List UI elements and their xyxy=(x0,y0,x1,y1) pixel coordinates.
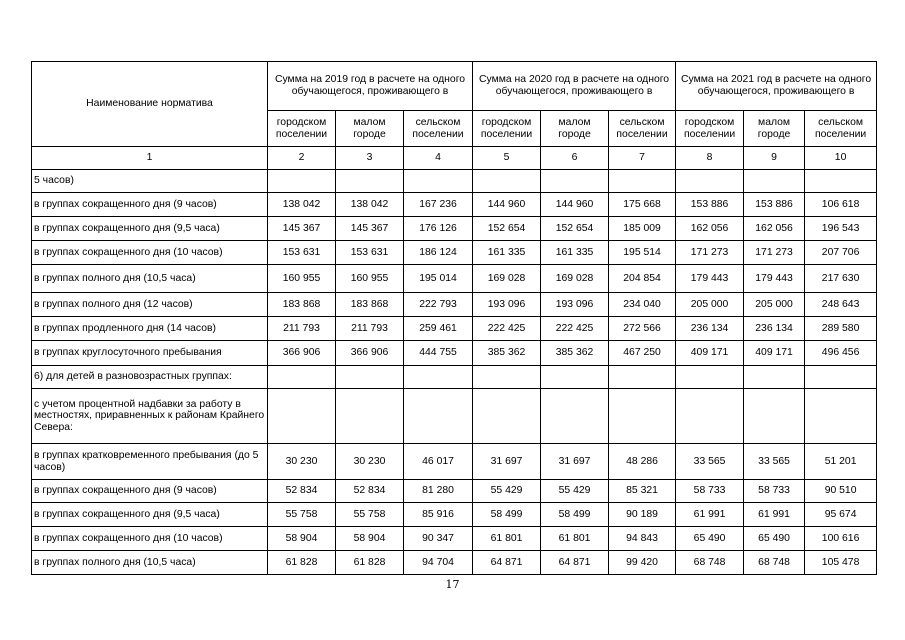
sub-header: малом городе xyxy=(744,111,805,147)
value-cell: 272 566 xyxy=(609,317,676,341)
table-row xyxy=(32,366,877,389)
value-cell: 100 616 xyxy=(805,527,877,551)
value-cell: 195 014 xyxy=(404,265,473,293)
value-cell: 31 697 xyxy=(541,444,609,480)
column-number: 4 xyxy=(404,147,473,170)
value-cell: 162 056 xyxy=(676,217,744,241)
value-cell xyxy=(805,389,877,444)
value-cell xyxy=(541,389,609,444)
table-row xyxy=(32,293,877,317)
value-cell: 65 490 xyxy=(676,527,744,551)
value-cell: 222 425 xyxy=(541,317,609,341)
column-number: 7 xyxy=(609,147,676,170)
value-cell: 171 273 xyxy=(744,241,805,265)
value-cell xyxy=(473,389,541,444)
value-cell xyxy=(404,389,473,444)
value-cell: 90 510 xyxy=(805,480,877,503)
value-cell: 99 420 xyxy=(609,551,676,575)
value-cell xyxy=(473,170,541,193)
page-number: 17 xyxy=(445,578,460,591)
value-cell: 153 631 xyxy=(268,241,336,265)
value-cell: 55 758 xyxy=(336,503,404,527)
table-row xyxy=(32,480,877,503)
value-cell: 58 733 xyxy=(676,480,744,503)
column-number: 2 xyxy=(268,147,336,170)
value-cell: 31 697 xyxy=(473,444,541,480)
value-cell: 183 868 xyxy=(268,293,336,317)
value-cell: 162 056 xyxy=(744,217,805,241)
row-name: в группах полного дня (10,5 часа) xyxy=(32,551,268,575)
value-cell: 211 793 xyxy=(268,317,336,341)
value-cell: 205 000 xyxy=(676,293,744,317)
table-body xyxy=(32,170,877,575)
table-row xyxy=(32,170,877,193)
column-number: 10 xyxy=(805,147,877,170)
value-cell: 90 189 xyxy=(609,503,676,527)
row-name: в группах сокращенного дня (9,5 часа) xyxy=(32,217,268,241)
value-cell: 222 793 xyxy=(404,293,473,317)
value-cell xyxy=(404,366,473,389)
value-cell: 52 834 xyxy=(336,480,404,503)
value-cell: 207 706 xyxy=(805,241,877,265)
value-cell: 33 565 xyxy=(676,444,744,480)
year-2019-header: Сумма на 2019 год в расчете на одного обучающегося, проживающего в xyxy=(268,62,473,111)
value-cell: 183 868 xyxy=(336,293,404,317)
value-cell: 144 960 xyxy=(541,193,609,217)
column-number: 5 xyxy=(473,147,541,170)
row-name: в группах сокращенного дня (9,5 часа) xyxy=(32,503,268,527)
table-row xyxy=(32,527,877,551)
table-row xyxy=(32,217,877,241)
value-cell xyxy=(609,389,676,444)
value-cell xyxy=(609,170,676,193)
value-cell: 167 236 xyxy=(404,193,473,217)
column-number: 6 xyxy=(541,147,609,170)
value-cell: 179 443 xyxy=(744,265,805,293)
value-cell xyxy=(676,389,744,444)
value-cell: 153 631 xyxy=(336,241,404,265)
value-cell: 234 040 xyxy=(609,293,676,317)
table-row xyxy=(32,444,877,480)
value-cell: 61 991 xyxy=(676,503,744,527)
row-name: в группах кратковременного пребывания (до 5 часов) xyxy=(32,444,268,480)
table-row xyxy=(32,241,877,265)
name-header: Наименование норматива xyxy=(32,62,268,147)
column-number: 9 xyxy=(744,147,805,170)
table-row xyxy=(32,389,877,444)
value-cell: 48 286 xyxy=(609,444,676,480)
value-cell: 58 904 xyxy=(336,527,404,551)
sub-header: малом городе xyxy=(541,111,609,147)
value-cell: 236 134 xyxy=(676,317,744,341)
table-row xyxy=(32,317,877,341)
value-cell: 138 042 xyxy=(336,193,404,217)
value-cell: 152 654 xyxy=(473,217,541,241)
row-name: с учетом процентной надбавки за работу в местностях, приравненных к районам Крайнего Севера: xyxy=(32,389,268,444)
value-cell: 196 543 xyxy=(805,217,877,241)
column-number: 3 xyxy=(336,147,404,170)
value-cell xyxy=(404,170,473,193)
value-cell: 185 009 xyxy=(609,217,676,241)
value-cell: 65 490 xyxy=(744,527,805,551)
value-cell: 169 028 xyxy=(541,265,609,293)
value-cell: 169 028 xyxy=(473,265,541,293)
sub-header: городском поселении xyxy=(268,111,336,147)
value-cell: 145 367 xyxy=(268,217,336,241)
value-cell: 176 126 xyxy=(404,217,473,241)
table-row xyxy=(32,503,877,527)
value-cell: 179 443 xyxy=(676,265,744,293)
value-cell: 94 704 xyxy=(404,551,473,575)
value-cell: 160 955 xyxy=(268,265,336,293)
value-cell: 85 321 xyxy=(609,480,676,503)
value-cell xyxy=(268,389,336,444)
value-cell: 236 134 xyxy=(744,317,805,341)
value-cell: 211 793 xyxy=(336,317,404,341)
value-cell: 195 514 xyxy=(609,241,676,265)
value-cell: 55 758 xyxy=(268,503,336,527)
value-cell: 30 230 xyxy=(336,444,404,480)
sub-header: сельском поселении xyxy=(609,111,676,147)
value-cell xyxy=(336,366,404,389)
value-cell xyxy=(336,170,404,193)
value-cell: 51 201 xyxy=(805,444,877,480)
value-cell xyxy=(268,366,336,389)
sub-header: городском поселении xyxy=(676,111,744,147)
value-cell: 193 096 xyxy=(473,293,541,317)
value-cell xyxy=(541,170,609,193)
value-cell: 175 668 xyxy=(609,193,676,217)
row-name: в группах сокращенного дня (10 часов) xyxy=(32,527,268,551)
value-cell xyxy=(744,389,805,444)
value-cell: 55 429 xyxy=(473,480,541,503)
table-row xyxy=(32,265,877,293)
value-cell: 55 429 xyxy=(541,480,609,503)
value-cell: 248 643 xyxy=(805,293,877,317)
sub-header: сельском поселении xyxy=(404,111,473,147)
row-name: в группах продленного дня (14 часов) xyxy=(32,317,268,341)
value-cell: 385 362 xyxy=(541,341,609,366)
table-row xyxy=(32,341,877,366)
value-cell: 33 565 xyxy=(744,444,805,480)
value-cell xyxy=(473,366,541,389)
value-cell: 496 456 xyxy=(805,341,877,366)
row-name: в группах сокращенного дня (9 часов) xyxy=(32,193,268,217)
value-cell: 58 499 xyxy=(473,503,541,527)
value-cell: 95 674 xyxy=(805,503,877,527)
row-name: в группах полного дня (12 часов) xyxy=(32,293,268,317)
value-cell: 58 499 xyxy=(541,503,609,527)
value-cell xyxy=(744,366,805,389)
row-name: 6) для детей в разновозрастных группах: xyxy=(32,366,268,389)
value-cell: 289 580 xyxy=(805,317,877,341)
value-cell: 81 280 xyxy=(404,480,473,503)
year-2021-header: Сумма на 2021 год в расчете на одного обучающегося, проживающего в xyxy=(676,62,877,111)
value-cell: 186 124 xyxy=(404,241,473,265)
column-number: 8 xyxy=(676,147,744,170)
value-cell: 61 801 xyxy=(473,527,541,551)
norms-table xyxy=(31,61,877,575)
value-cell: 409 171 xyxy=(744,341,805,366)
value-cell: 61 801 xyxy=(541,527,609,551)
value-cell: 444 755 xyxy=(404,341,473,366)
value-cell: 160 955 xyxy=(336,265,404,293)
value-cell xyxy=(744,170,805,193)
sub-header: сельском поселении xyxy=(805,111,877,147)
value-cell: 161 335 xyxy=(541,241,609,265)
row-name: в группах сокращенного дня (9 часов) xyxy=(32,480,268,503)
value-cell xyxy=(541,366,609,389)
value-cell: 105 478 xyxy=(805,551,877,575)
value-cell: 144 960 xyxy=(473,193,541,217)
value-cell: 193 096 xyxy=(541,293,609,317)
value-cell: 85 916 xyxy=(404,503,473,527)
sub-header: городском поселении xyxy=(473,111,541,147)
value-cell: 64 871 xyxy=(541,551,609,575)
value-cell: 94 843 xyxy=(609,527,676,551)
value-cell: 171 273 xyxy=(676,241,744,265)
value-cell: 61 828 xyxy=(268,551,336,575)
header-row-years xyxy=(32,62,877,111)
value-cell xyxy=(676,170,744,193)
value-cell: 409 171 xyxy=(676,341,744,366)
row-name: в группах круглосуточного пребывания xyxy=(32,341,268,366)
value-cell: 145 367 xyxy=(336,217,404,241)
value-cell: 152 654 xyxy=(541,217,609,241)
value-cell: 222 425 xyxy=(473,317,541,341)
value-cell: 90 347 xyxy=(404,527,473,551)
value-cell xyxy=(609,366,676,389)
table-row xyxy=(32,551,877,575)
value-cell: 30 230 xyxy=(268,444,336,480)
value-cell: 61 828 xyxy=(336,551,404,575)
value-cell: 161 335 xyxy=(473,241,541,265)
value-cell: 68 748 xyxy=(744,551,805,575)
sub-header: малом городе xyxy=(336,111,404,147)
column-number: 1 xyxy=(32,147,268,170)
row-name: в группах полного дня (10,5 часа) xyxy=(32,265,268,293)
value-cell: 68 748 xyxy=(676,551,744,575)
value-cell: 106 618 xyxy=(805,193,877,217)
value-cell: 61 991 xyxy=(744,503,805,527)
value-cell: 153 886 xyxy=(676,193,744,217)
value-cell: 46 017 xyxy=(404,444,473,480)
column-numbers-row xyxy=(32,147,877,170)
value-cell: 259 461 xyxy=(404,317,473,341)
value-cell: 52 834 xyxy=(268,480,336,503)
value-cell: 58 904 xyxy=(268,527,336,551)
value-cell: 467 250 xyxy=(609,341,676,366)
value-cell: 138 042 xyxy=(268,193,336,217)
value-cell: 217 630 xyxy=(805,265,877,293)
row-name: в группах сокращенного дня (10 часов) xyxy=(32,241,268,265)
value-cell: 385 362 xyxy=(473,341,541,366)
row-name: 5 часов) xyxy=(32,170,268,193)
value-cell: 204 854 xyxy=(609,265,676,293)
value-cell xyxy=(268,170,336,193)
year-2020-header: Сумма на 2020 год в расчете на одного обучающегося, проживающего в xyxy=(473,62,676,111)
value-cell: 153 886 xyxy=(744,193,805,217)
value-cell: 205 000 xyxy=(744,293,805,317)
value-cell xyxy=(336,389,404,444)
value-cell: 366 906 xyxy=(268,341,336,366)
value-cell xyxy=(805,170,877,193)
table-row xyxy=(32,193,877,217)
value-cell: 366 906 xyxy=(336,341,404,366)
value-cell: 58 733 xyxy=(744,480,805,503)
value-cell xyxy=(805,366,877,389)
value-cell: 64 871 xyxy=(473,551,541,575)
value-cell xyxy=(676,366,744,389)
